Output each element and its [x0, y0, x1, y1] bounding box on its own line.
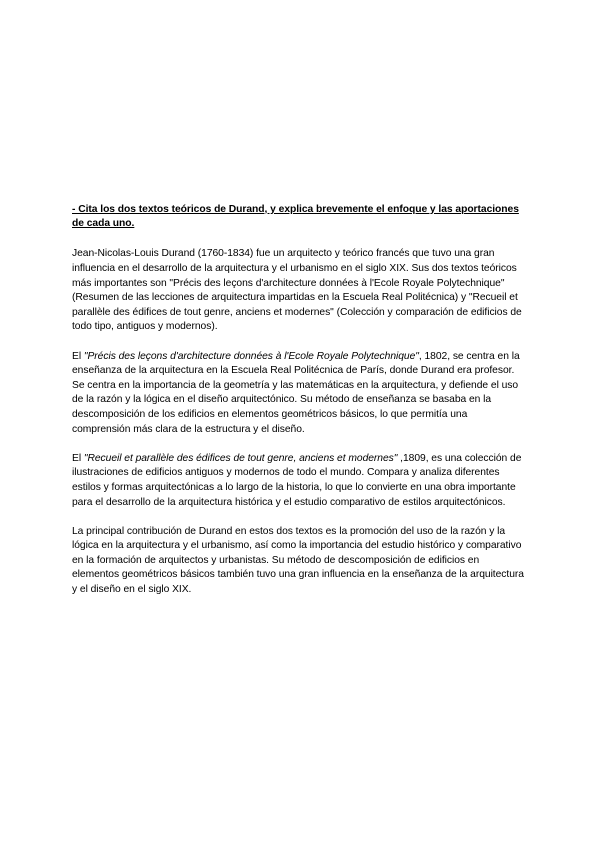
paragraph-recueil-prefix: El: [72, 452, 84, 464]
paragraph-recueil: [72, 452, 524, 510]
paragraph-precis-prefix: El: [72, 350, 84, 362]
recueil-title: "Recueil et parallèle des édifices de tout genre, anciens et modernes": [83, 452, 398, 464]
document-body: [72, 203, 524, 612]
paragraph-intro: Jean-Nicolas-Louis Durand (1760-1834) fue un arquitecto y teórico francés que tuvo una gran influencia en el desarrollo de la arquitectura y el urbanismo en el siglo XIX. Sus dos textos teóricos más importantes son "Précis des leçons d'architecture données à l'Ecole Royale Polytechnique" (Resumen de las lecciones de arquitectura impartidas en la Escuela Real Politécnica) y "Recueil et parallèle des édifices de tout genre, anciens et modernes" (Colección y comparación de edificios de todo tipo, antiguos y modernos).: [72, 248, 522, 333]
paragraph-precis-text: , 1802, se centra en la enseñanza de la arquitectura en la Escuela Real Politécnica de París, donde Durand era profesor. Se centra en la importancia de la geometría y las matemáticas en la arquitectura, y defiende el uso de la razón y la lógica en el diseño arquitectónico. Su método de enseñanza se basaba en la descomposición de los edificios en elementos geométricos básicos, lo que permitía una comprensión más clara de la estructura y el diseño.: [72, 350, 520, 435]
paragraph-precis: [72, 350, 524, 438]
paragraph-conclusion: La principal contribución de Durand en estos dos textos es la promoción del uso de la razón y la lógica en la arquitectura y el urbanismo, así como la importancia del estudio histórico y comparativo en la formación de arquitectos y urbanistas. Su método de descomposición de edificios en elementos geométricos básicos también tuvo una gran influencia en la enseñanza de la arquitectura y el diseño en el siglo XIX.: [72, 525, 524, 596]
question-heading: - Cita los dos textos teóricos de Durand, y explica brevemente el enfoque y las aportaciones de cada uno.: [72, 204, 519, 230]
precis-title: "Précis des leçons d'architecture données à l'Ecole Royale Polytechnique": [83, 350, 419, 362]
paragraph-recueil-text: ,1809, es una colección de ilustraciones de edificios antiguos y modernos de todo el mundo. Compara y analiza diferentes estilos y formas arquitectónicas a lo largo de la historia, lo que lo convierte en una obra importante para el desarrollo de la arquitectura histórica y el estudio comparativo de estilos arquitectónicos.: [72, 452, 522, 508]
